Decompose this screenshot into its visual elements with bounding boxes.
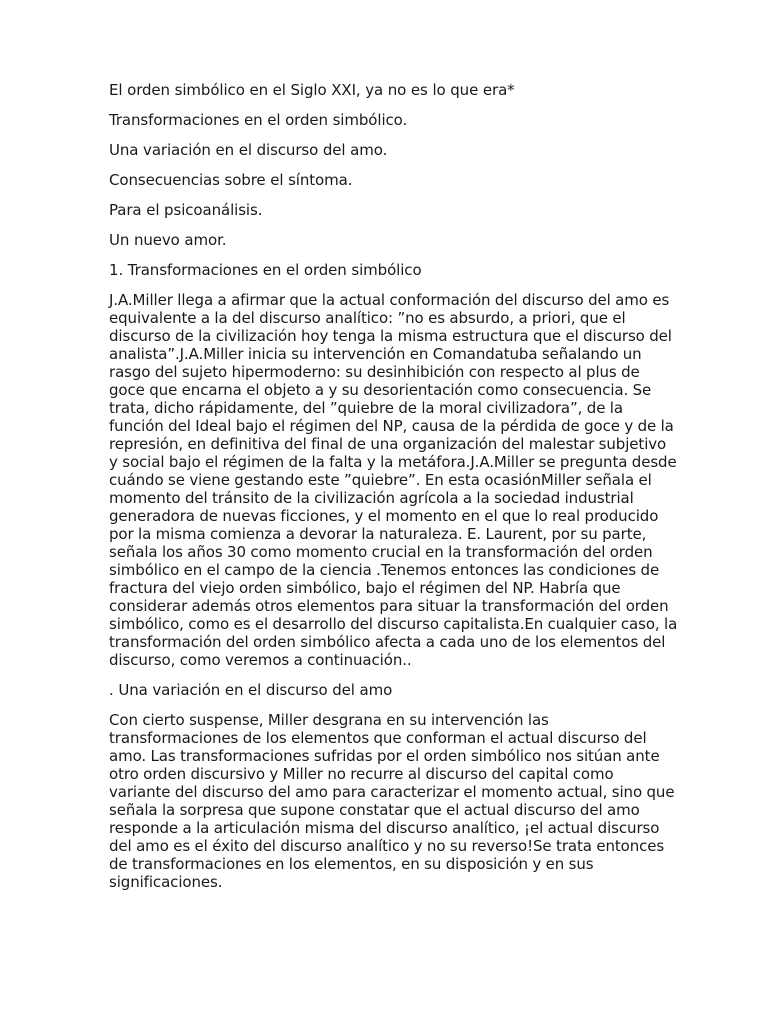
paragraph-line: variante del discurso del amo para caracterizar el momento actual, sino que	[109, 783, 675, 801]
paragraph-line: represión, en definitiva del final de una organización del malestar subjetivo	[109, 435, 667, 453]
paragraph-line: responde a la articulación misma del discurso analítico, ¡el actual discurso	[109, 819, 660, 837]
outline-item: Un nuevo amor.	[109, 231, 227, 249]
paragraph-line: y social bajo el régimen de la falta y la metáfora.J.A.Miller se pregunta desde	[109, 453, 677, 471]
paragraph-line: de transformaciones en los elementos, en su disposición y en sus	[109, 855, 594, 873]
paragraph-line: fractura del viejo orden simbólico, bajo el régimen del NP. Habría que	[109, 579, 621, 597]
paragraph-line: equivalente a la del discurso analítico: ”no es absurdo, a priori, que el	[109, 309, 626, 327]
paragraph-line: transformación del orden simbólico afecta a cada uno de los elementos del	[109, 633, 666, 651]
paragraph-line: simbólico en el campo de la ciencia .Tenemos entonces las condiciones de	[109, 561, 660, 579]
paragraph-line: por la misma comienza a devorar la naturaleza. E. Laurent, por su parte,	[109, 525, 647, 543]
section-2-heading: . Una variación en el discurso del amo	[109, 681, 393, 699]
paragraph-line: discurso, como veremos a continuación..	[109, 651, 412, 669]
paragraph-line: J.A.Miller llega a afirmar que la actual conformación del discurso del amo es	[109, 291, 670, 309]
paragraph-line: considerar además otros elementos para situar la transformación del orden	[109, 597, 669, 615]
paragraph-line: discurso de la civilización hoy tenga la misma estructura que el discurso del	[109, 327, 672, 345]
paragraph-line: transformaciones de los elementos que conforman el actual discurso del	[109, 729, 647, 747]
outline-item: Una variación en el discurso del amo.	[109, 141, 388, 159]
paragraph-line: función del Ideal bajo el régimen del NP, causa de la pérdida de goce y de la	[109, 417, 674, 435]
outline-item: Consecuencias sobre el síntoma.	[109, 171, 353, 189]
paragraph-line: significaciones.	[109, 873, 223, 891]
section-1-paragraph	[109, 291, 678, 669]
paragraph-line: analista”.J.A.Miller inicia su intervención en Comandatuba señalando un	[109, 345, 642, 363]
outline-item: Para el psicoanálisis.	[109, 201, 263, 219]
section-2-paragraph	[109, 711, 675, 891]
section-1-heading: 1. Transformaciones en el orden simbólico	[109, 261, 422, 279]
paragraph-line: cuándo se viene gestando este ”quiebre”. En esta ocasiónMiller señala el	[109, 471, 652, 489]
paragraph-line: del amo es el éxito del discurso analítico y no su reverso!Se trata entonces	[109, 837, 665, 855]
paragraph-line: otro orden discursivo y Miller no recurre al discurso del capital como	[109, 765, 614, 783]
paragraph-line: momento del tránsito de la civilización agrícola a la sociedad industrial	[109, 489, 634, 507]
paragraph-line: Con cierto suspense, Miller desgrana en su intervención las	[109, 711, 549, 729]
paragraph-line: señala la sorpresa que supone constatar que el actual discurso del amo	[109, 801, 640, 819]
paragraph-line: goce que encarna el objeto a y su desorientación como consecuencia. Se	[109, 381, 652, 399]
document-title: El orden simbólico en el Siglo XXI, ya no es lo que era*	[109, 81, 515, 99]
paragraph-line: amo. Las transformaciones sufridas por el orden simbólico nos sitúan ante	[109, 747, 660, 765]
paragraph-line: señala los años 30 como momento crucial en la transformación del orden	[109, 543, 653, 561]
paragraph-line: rasgo del sujeto hipermoderno: su desinhibición con respecto al plus de	[109, 363, 640, 381]
paragraph-line: simbólico, como es el desarrollo del discurso capitalista.En cualquier caso, la	[109, 615, 678, 633]
outline-item: Transformaciones en el orden simbólico.	[109, 111, 408, 129]
paragraph-line: trata, dicho rápidamente, del ”quiebre de la moral civilizadora”, de la	[109, 399, 623, 417]
paragraph-line: generadora de nuevas ficciones, y el momento en el que lo real producido	[109, 507, 659, 525]
